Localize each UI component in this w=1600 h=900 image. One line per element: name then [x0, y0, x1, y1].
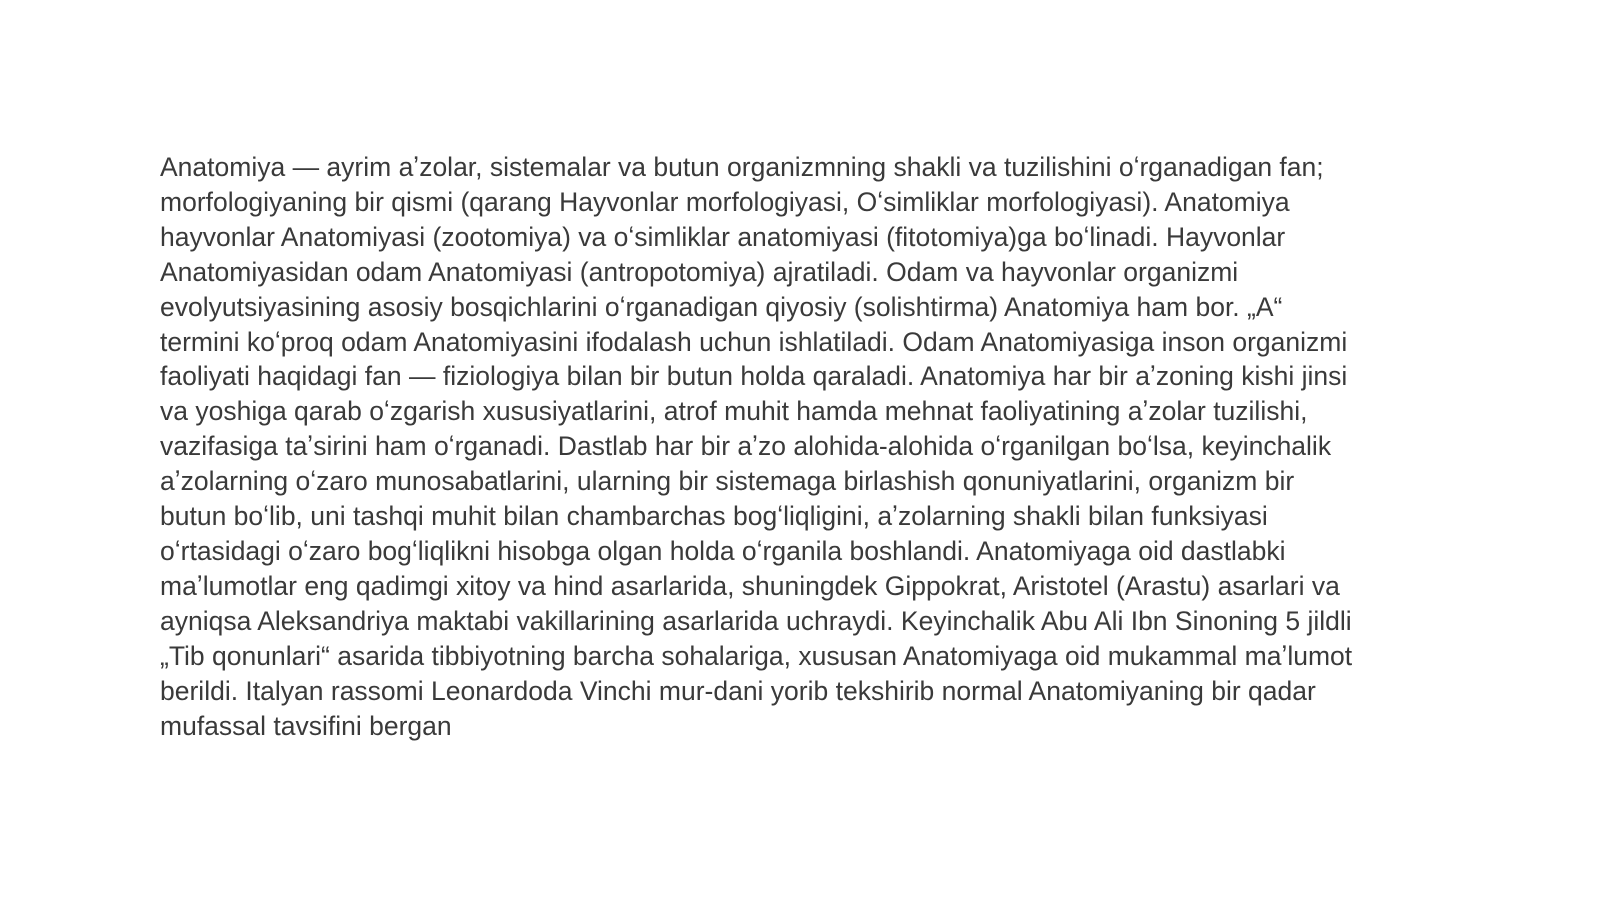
paragraph-line: mufassal tavsifini bergan [160, 710, 452, 741]
paragraph-line: berildi. Italyan rassomi Leonardoda Vinchi mur-dani yorib tekshirib normal Anatomiyaning bir qadar [160, 675, 1316, 706]
paragraph-line: butun boʻlib, uni tashqi muhit bilan chambarchas bogʻliqligini, aʼzolarning shakli bilan funksiyasi [160, 501, 1268, 532]
paragraph-line: Anatomiyasidan odam Anatomiyasi (antropotomiya) ajratiladi. Odam va hayvonlar organizmi [160, 256, 1239, 287]
article-paragraph [160, 150, 1460, 743]
paragraph-line: ayniqsa Aleksandriya maktabi vakillarining asarlarida uchraydi. Keyinchalik Abu Ali Ibn Sinoning 5 jildli [160, 605, 1352, 636]
paragraph-line: Anatomiya — ayrim aʼzolar, sistemalar va butun organizmning shakli va tuzilishini oʻrganadigan fan; [160, 152, 1324, 182]
paragraph-line: evolyutsiyasining asosiy bosqichlarini oʻrganadigan qiyosiy (solishtirma) Anatomiya ham bor. „A“ [160, 291, 1283, 322]
paragraph-line: hayvonlar Anatomiyasi (zootomiya) va oʻsimliklar anatomiyasi (fitotomiya)ga boʻlinadi. Hayvonlar [160, 221, 1286, 252]
paragraph-line: maʼlumotlar eng qadimgi xitoy va hind asarlarida, shuningdek Gippokrat, Aristotel (Arastu) asarlari va [160, 570, 1340, 601]
paragraph-line: aʼzolarning oʻzaro munosabatlarini, ularning bir sistemaga birlashish qonuniyatlarini, organizm bir [160, 466, 1295, 497]
paragraph-line: „Tib qonunlari“ asarida tibbiyotning barcha sohalariga, xususan Anatomiyaga oid mukammal maʼlumot [160, 640, 1353, 671]
paragraph-line: va yoshiga qarab oʻzgarish xususiyatlarini, atrof muhit hamda mehnat faoliyatining aʼzolar tuzilishi, [160, 396, 1308, 427]
paragraph-line: oʻrtasidagi oʻzaro bogʻliqlikni hisobga olgan holda oʻrganila boshlandi. Anatomiyaga oid dastlabki [160, 535, 1286, 566]
paragraph-line: morfologiyaning bir qismi (qarang Hayvonlar morfologiyasi, Oʻsimliklar morfologiyasi). Anatomiya [160, 186, 1290, 217]
paragraph-line: vazifasiga taʼsirini ham oʻrganadi. Dastlab har bir aʼzo alohida-alohida oʻrganilgan boʻlsa, keyinchalik [160, 431, 1332, 462]
paragraph-line: termini koʻproq odam Anatomiyasini ifodalash uchun ishlatiladi. Odam Anatomiyasiga inson organizmi [160, 326, 1348, 357]
paragraph-line: faoliyati haqidagi fan — fiziologiya bilan bir butun holda qaraladi. Anatomiya har bir aʼzoning kishi jinsi [160, 361, 1348, 392]
